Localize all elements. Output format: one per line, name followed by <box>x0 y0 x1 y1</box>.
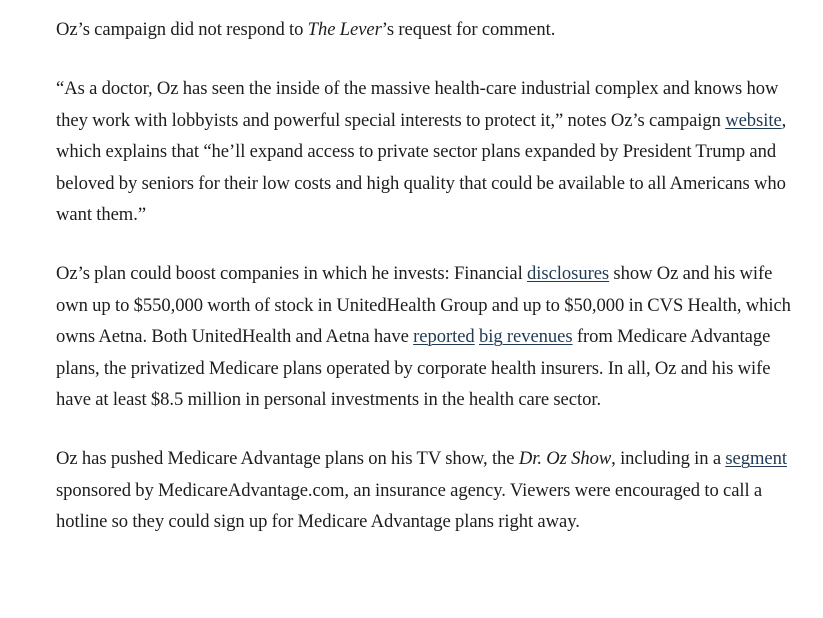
paragraph-text: Oz’s campaign did not respond to <box>56 19 308 40</box>
paragraph-campaign-website-quote <box>56 73 808 230</box>
paragraph-text: show Oz and his wife own up to $550,000 worth of stock in UnitedHealth Group and up to $50,000 in CVS Health, which owns Aetna. Both UnitedHealth and Aetna have <box>56 263 791 348</box>
paragraph-text: “As a doctor, Oz has seen the inside of the massive health-care industrial complex and knows how they work with lobbyists and powerful special interests to protect it,” notes Oz’s campaign <box>56 78 779 131</box>
publication-name-the-lever: The Lever <box>307 19 382 40</box>
paragraph-text: Oz has pushed Medicare Advantage plans on his TV show, the <box>56 448 519 470</box>
paragraph-investments <box>56 258 808 415</box>
paragraph-text: sponsored by MedicareAdvantage.com, an insurance agency. Viewers were encouraged to call a hotline so they could sign up for Medicare Advantage plans right away. <box>56 479 763 533</box>
paragraph-text: , which explains that “he’ll expand access to private sector plans expanded by President Trump and beloved by seniors for their low costs and high quality that could be available to all Americans who want them.” <box>56 109 787 226</box>
segment-link[interactable]: segment <box>725 448 787 470</box>
show-name-dr-oz-show: Dr. Oz Show <box>518 448 612 470</box>
paragraph-text: ’s request for comment. <box>381 19 556 40</box>
website-link[interactable]: website <box>725 109 782 131</box>
paragraph-tv-show <box>56 443 808 537</box>
reported-link[interactable]: reported <box>413 326 475 348</box>
paragraph-text: from Medicare Advantage plans, the privatized Medicare plans operated by corporate health insurers. In all, Oz and his wife have at least $8.5 million in personal investments in the health care sector. <box>56 326 771 411</box>
paragraph-text: Oz’s plan could boost companies in which he invests: Financial <box>56 263 528 285</box>
paragraph-campaign-no-response <box>56 14 808 45</box>
article-body <box>56 14 808 566</box>
paragraph-text: , including in a <box>611 448 726 470</box>
big-revenues-link[interactable]: big revenues <box>478 326 573 348</box>
disclosures-link[interactable]: disclosures <box>527 263 610 285</box>
